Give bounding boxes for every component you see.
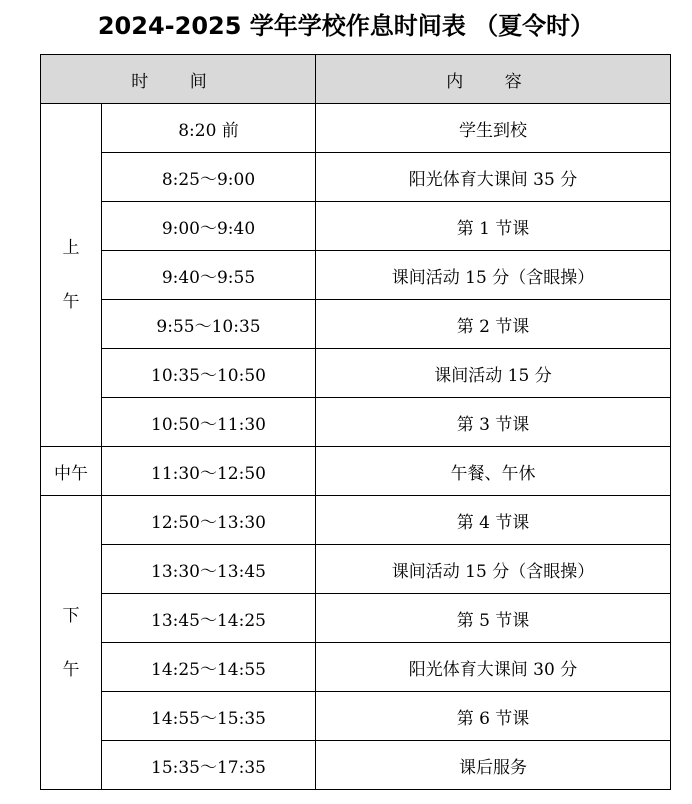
table-row	[41, 692, 671, 741]
table-row	[41, 741, 671, 790]
content-cell: 第 5 节课	[316, 594, 671, 643]
table-row	[41, 349, 671, 398]
table-row	[41, 594, 671, 643]
time-cell: 10:50～11:30	[102, 398, 316, 447]
table-row	[41, 643, 671, 692]
table-row	[41, 447, 671, 496]
time-cell: 14:55～15:35	[102, 692, 316, 741]
table-row	[41, 545, 671, 594]
content-cell: 课间活动 15 分	[316, 349, 671, 398]
time-cell: 9:55～10:35	[102, 300, 316, 349]
period-noon: 中午	[41, 447, 102, 496]
content-cell: 阳光体育大课间 35 分	[316, 153, 671, 202]
table-header-row	[41, 55, 671, 104]
period-label: 下午	[62, 605, 80, 680]
period-label: 上午	[62, 238, 80, 312]
content-cell: 第 1 节课	[316, 202, 671, 251]
page-title: 2024-2025 学年学校作息时间表 （夏令时）	[97, 12, 595, 40]
time-cell: 11:30～12:50	[102, 447, 316, 496]
content-cell: 学生到校	[316, 104, 671, 153]
header-content: 内 容	[316, 55, 671, 104]
content-cell: 第 4 节课	[316, 496, 671, 545]
time-cell: 9:40～9:55	[102, 251, 316, 300]
table-row	[41, 202, 671, 251]
time-cell: 8:25～9:00	[102, 153, 316, 202]
table-row	[41, 300, 671, 349]
content-cell: 阳光体育大课间 30 分	[316, 643, 671, 692]
period-morning	[41, 104, 102, 447]
table-row	[41, 251, 671, 300]
content-cell: 课后服务	[316, 741, 671, 790]
time-cell: 8:20 前	[102, 104, 316, 153]
time-cell: 13:30～13:45	[102, 545, 316, 594]
time-cell: 12:50～13:30	[102, 496, 316, 545]
time-cell: 9:00～9:40	[102, 202, 316, 251]
time-cell: 14:25～14:55	[102, 643, 316, 692]
period-afternoon	[41, 496, 102, 790]
content-cell: 午餐、午休	[316, 447, 671, 496]
content-cell: 第 2 节课	[316, 300, 671, 349]
content-cell: 第 6 节课	[316, 692, 671, 741]
time-cell: 10:35～10:50	[102, 349, 316, 398]
content-cell: 课间活动 15 分（含眼操）	[316, 251, 671, 300]
time-cell: 15:35～17:35	[102, 741, 316, 790]
table-row	[41, 496, 671, 545]
schedule-table	[40, 54, 671, 790]
table-row	[41, 398, 671, 447]
content-cell: 第 3 节课	[316, 398, 671, 447]
table-row	[41, 153, 671, 202]
time-cell: 13:45～14:25	[102, 594, 316, 643]
table-row	[41, 104, 671, 153]
content-cell: 课间活动 15 分（含眼操）	[316, 545, 671, 594]
header-time: 时 间	[41, 55, 316, 104]
